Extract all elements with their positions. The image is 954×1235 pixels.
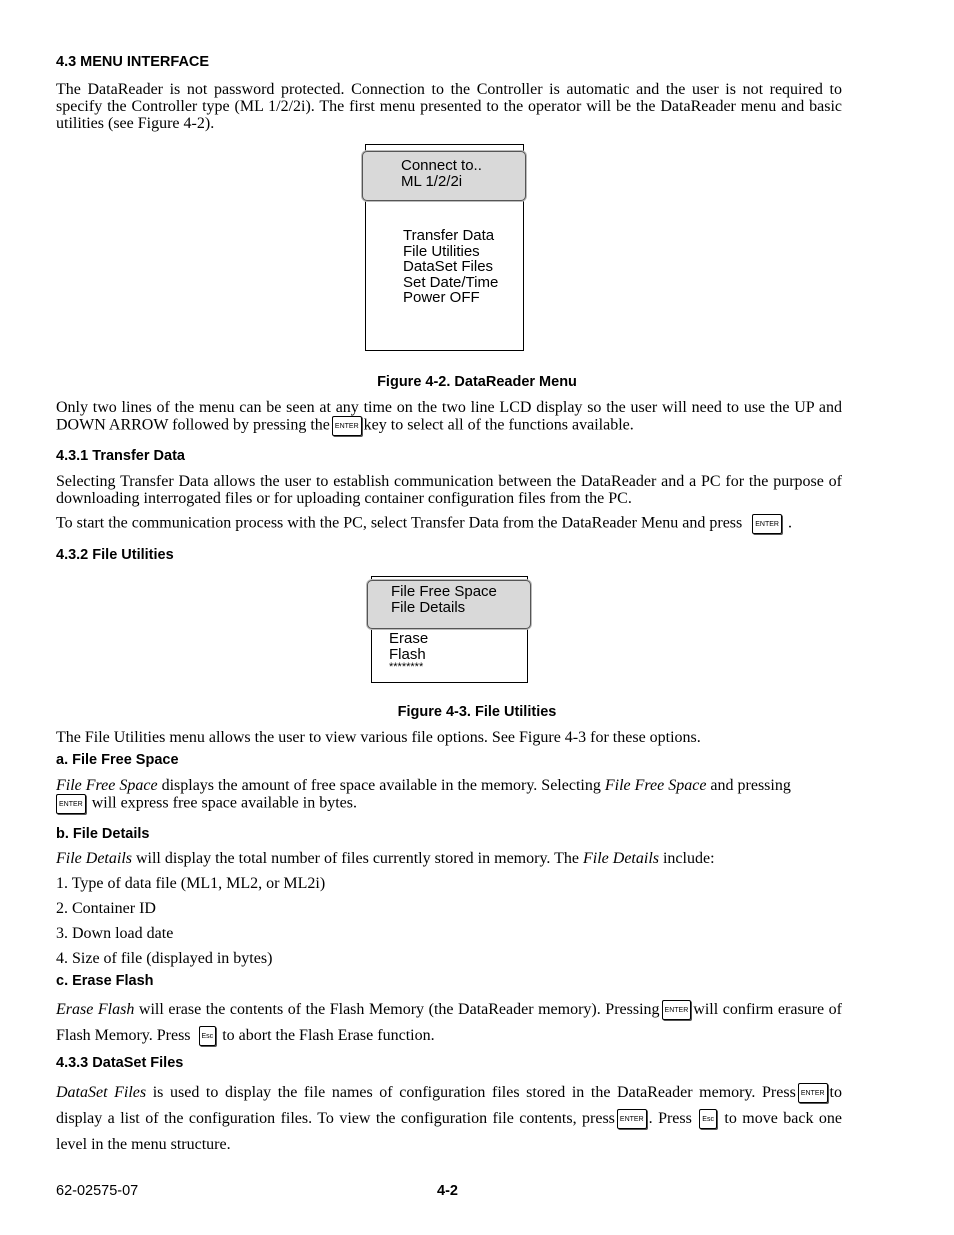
transfer-text-end: . [788, 514, 792, 532]
file-free-space-paragraph [56, 777, 842, 814]
erase-flash-paragraph [56, 997, 842, 1049]
enter-key-icon: ENTER [752, 514, 782, 534]
list-item: 4. Size of file (displayed in bytes) [56, 950, 273, 967]
transfer-paragraph-2 [56, 514, 842, 534]
dataset-files-paragraph [56, 1080, 842, 1158]
text: displays the amount of free space available in the memory. Selecting [157, 777, 605, 794]
text: . Press [648, 1110, 692, 1127]
enter-key-icon: ENTER [798, 1083, 828, 1103]
lcd-bottom-text [389, 631, 428, 672]
menu-item: Transfer Data [403, 227, 495, 244]
document-number: 62-02575-07 [56, 1183, 139, 1199]
transfer-data-heading: 4.3.1 Transfer Data [56, 448, 185, 464]
lcd-line: Erase [389, 630, 429, 647]
text: will express free space available in bytes. [91, 794, 357, 812]
section-heading: 4.3 MENU INTERFACE [56, 54, 210, 70]
italic-term: File Free Space [604, 777, 707, 794]
menu-item: File Utilities [403, 242, 480, 260]
text: to move back one level in the menu structure. [56, 1110, 843, 1153]
list-item: 1. Type of data file (ML1, ML2, or ML2i) [56, 875, 326, 892]
italic-term: File Free Space [56, 777, 158, 794]
text: include: [658, 850, 715, 867]
enter-key-icon: ENTER [662, 1000, 692, 1020]
navigation-paragraph [56, 399, 842, 436]
erase-flash-heading: c. Erase Flash [56, 973, 154, 989]
nav-text-1: Only two lines of the menu can be seen at any time on the two line LCD display so the user will need to use the UP and DOWN ARROW followed by pressing the [56, 399, 842, 434]
figure-4-3-caption: Figure 4-3. File Utilities [397, 704, 557, 720]
transfer-paragraph-1: Selecting Transfer Data allows the user to establish communication between the DataReader and a PC for the purpose of downloading interrogated files or for uploading container configuration files from the PC. [56, 473, 842, 507]
lcd-line: Connect to.. [401, 157, 482, 174]
file-utilities-paragraph: The File Utilities menu allows the user to view various file options. See Figure 4-3 for these options. [56, 729, 701, 746]
nav-text-2: key to select all of the functions available. [363, 416, 634, 434]
italic-term: File Details [583, 850, 659, 867]
file-details-heading: b. File Details [56, 826, 150, 842]
lcd-line: ******** [389, 661, 424, 673]
menu-items-list [403, 228, 498, 306]
menu-item: Power OFF [403, 289, 480, 306]
esc-key-icon: Esc [199, 1026, 217, 1046]
page-number: 4-2 [437, 1183, 458, 1199]
menu-item: DataSet Files [403, 258, 494, 275]
text: to display a list of the configuration files. To view the configuration file contents, press [56, 1084, 842, 1127]
enter-key-icon: ENTER [617, 1109, 647, 1129]
list-item: 2. Container ID [56, 900, 156, 917]
lcd-line: File Details [391, 598, 466, 616]
esc-key-icon: Esc [699, 1109, 717, 1129]
text: to abort the Flash Erase function. [222, 1027, 435, 1044]
italic-term: Erase Flash [56, 1001, 135, 1018]
file-utilities-heading: 4.3.2 File Utilities [56, 547, 174, 563]
text: is used to display the file names of configuration files stored in the DataReader memory. Press [146, 1084, 796, 1101]
menu-item: Set Date/Time [403, 273, 499, 291]
enter-key-icon: ENTER [56, 794, 86, 814]
figure-4-2-caption: Figure 4-2. DataReader Menu [377, 374, 577, 390]
italic-term: DataSet Files [56, 1084, 147, 1101]
text: will confirm erasure of Flash Memory. Press [56, 1001, 843, 1044]
file-details-paragraph [56, 850, 842, 867]
text: and pressing [706, 777, 791, 794]
intro-paragraph: The DataReader is not password protected. Connection to the Controller is automatic and the user is not required to specify the Controller type (ML 1/2/2i). The first menu presented to the operator will be the DataReader menu and basic utilities (see Figure 4-2). [56, 81, 842, 132]
transfer-text: To start the communication process with the PC, select Transfer Data from the DataReader Menu and press [56, 514, 743, 532]
lcd-line: ML 1/2/2i [401, 172, 463, 190]
enter-key-icon: ENTER [332, 416, 362, 436]
lcd-top-text [401, 158, 482, 189]
lcd-line: Flash [389, 645, 426, 663]
list-item: 3. Down load date [56, 925, 174, 942]
text: will display the total number of files currently stored in memory. The [131, 850, 583, 867]
dataset-files-heading: 4.3.3 DataSet Files [56, 1055, 184, 1071]
italic-term: File Details [56, 850, 132, 867]
text: will erase the contents of the Flash Memory (the DataReader memory). Pressing [134, 1001, 660, 1018]
lcd-line: File Free Space [391, 583, 497, 600]
lcd-top-text [391, 584, 497, 615]
file-free-space-heading: a. File Free Space [56, 752, 179, 768]
